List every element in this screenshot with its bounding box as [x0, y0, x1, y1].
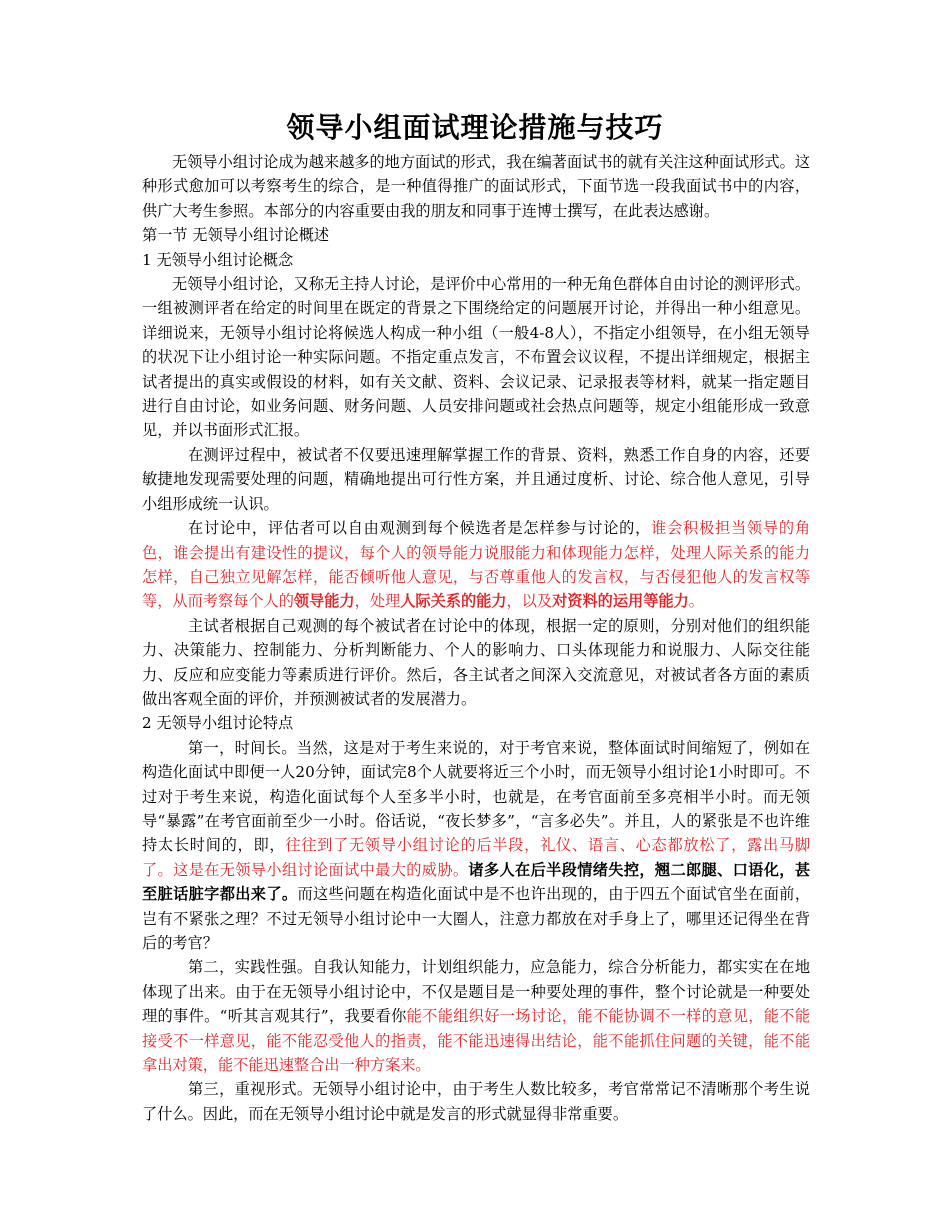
feature-one-bold: 诸多人在后半段情绪失控，翘二郎腿、口语化，甚至脏话脏字都出来了。: [142, 860, 811, 904]
subsection-heading-features: 2 无领导小组讨论特点: [142, 714, 294, 733]
observation-highlight-2: ，处理: [354, 592, 401, 611]
observation-paragraph: [142, 516, 810, 614]
observation-bold-materials: 对资料的运用等能力: [552, 592, 689, 611]
feature-two-paragraph: [142, 955, 810, 1077]
observation-highlight: 谁会积极担当领导的角色，谁会提出有建设性的提议，每个人的领导能力说服能力和体现能力怎样，处理人际关系的能力怎样，自己独立见解怎样，能否倾听他人意见，与否尊重他人的发言权，与否侵犯他人的发言权等等，从而考察每个人的: [142, 519, 810, 611]
feature-one-rest: 而这些问题在构造化面试中是不也许出现的，由于四五个面试官坐在面前，岂有不紧张之理？不过无领导小组讨论中一大圈人，注意力都放在对手身上了，哪里还记得坐在背后的考官？: [142, 885, 811, 952]
feature-one-text: 第一，时间长。当然，这是对于考生来说的，对于考官来说，整体面试时间缩短了，例如在构造化面试中即便一人20分钟，面试完8个人就要将近三个小时，而无领导小组讨论1小时即可。不过对于考生来说，构造化面试每个人至多半小时，也就是，在考官面前至多亮相半小时。而无领导“暴露”在考官面前至少一小时。俗话说，“夜长梦多”，“言多必失”。并且，人的紧张是不也许维持太长时间的，即，: [142, 738, 810, 855]
observation-highlight-3: ，以及: [506, 592, 553, 611]
feature-two-highlight: 能不能组织好一场讨论，能不能协调不一样的意见，能不能接受不一样意见，能不能忍受他人的指责，能不能迅速得出结论，能不能抓住问题的关键，能不能拿出对策，能不能迅速整合出一种方案来。: [142, 1007, 811, 1075]
process-paragraph: 在测评过程中，被试者不仅要迅速理解掌握工作的背景、资料，熟悉工作自身的内容，还要敏捷地发现需要处理的问题，精确地提出可行性方案，并且通过度析、讨论、综合他人意见，引导小组形成统一认识。: [142, 445, 810, 513]
feature-one-highlight: 往往到了无领导小组讨论的后半段，礼仪、语言、心态都放松了，露出马脚了。这是在无领导小组讨论面试中最大的威胁。: [142, 836, 811, 879]
feature-one-paragraph: [142, 736, 810, 956]
observation-end: 。: [688, 592, 704, 611]
subsection-heading-concept: 1 无领导小组讨论概念: [142, 250, 294, 269]
document-body: [142, 150, 810, 1126]
section-heading: 第一节 无领导小组讨论概述: [142, 226, 330, 245]
evaluation-paragraph: 主试者根据自己观测的每个被试者在讨论中的体现，根据一定的原则，分别对他们的组织能力、决策能力、控制能力、分析判断能力、个人的影响力、口头体现能力和说服力、人际交往能力、反应和应变能力等素质进行评价。然后，各主试者之间深入交流意见，对被试者各方面的素质做出客观全面的评价，并预测被试者的发展潜力。: [142, 616, 810, 708]
feature-three-paragraph: 第三，重视形式。无领导小组讨论中，由于考生人数比较多，考官常常记不清晰那个考生说了什么。因此，而在无领导小组讨论中就是发言的形式就显得非常重要。: [142, 1080, 810, 1123]
observation-bold-relations: 人际关系的能力: [400, 592, 507, 611]
concept-paragraph: 无领导小组讨论，又称无主持人讨论，是评价中心常用的一种无角色群体自由讨论的测评形式。一组被测评者在给定的时间里在既定的背景之下围绕给定的问题展开讨论，并得出一种小组意见。详细说来，无领导小组讨论将候选人构成一种小组（一般4-8人），不指定小组领导，在小组无领导的状况下让小组讨论一种实际问题。不指定重点发言，不布置会议议程，不提出详细规定，根据主试者提出的真实或假设的材料，如有关文献、资料、会议记录、记录报表等材料，就某一指定题目进行自由讨论，如业务问题、财务问题、人员安排问题或社会热点问题等，规定小组能形成一致意见，并以书面形式汇报。: [142, 275, 810, 440]
intro-paragraph: 无领导小组讨论成为越来越多的地方面试的形式，我在编著面试书的就有关注这种面试形式。这种形式愈加可以考察考生的综合，是一种值得推广的面试形式，下面节选一段我面试书中的内容，供广大考生参照。本部分的内容重要由我的朋友和同事于连博士撰写，在此表达感谢。: [142, 153, 810, 220]
observation-text: 在讨论中，评估者可以自由观测到每个候选者是怎样参与讨论的，: [188, 519, 652, 538]
observation-bold-leadership: 领导能力: [293, 592, 355, 611]
feature-two-text: 第二，实践性强。自我认知能力，计划组织能力，应急能力，综合分析能力，都实实在在地体现了出来。由于在无领导小组讨论中，不仅是题目是一种要处理的事件，整个讨论就是一种要处理的事件。“听其言观其行”，我要看你: [142, 958, 810, 1026]
page-title: 领导小组面试理论措施与技巧: [286, 111, 664, 144]
